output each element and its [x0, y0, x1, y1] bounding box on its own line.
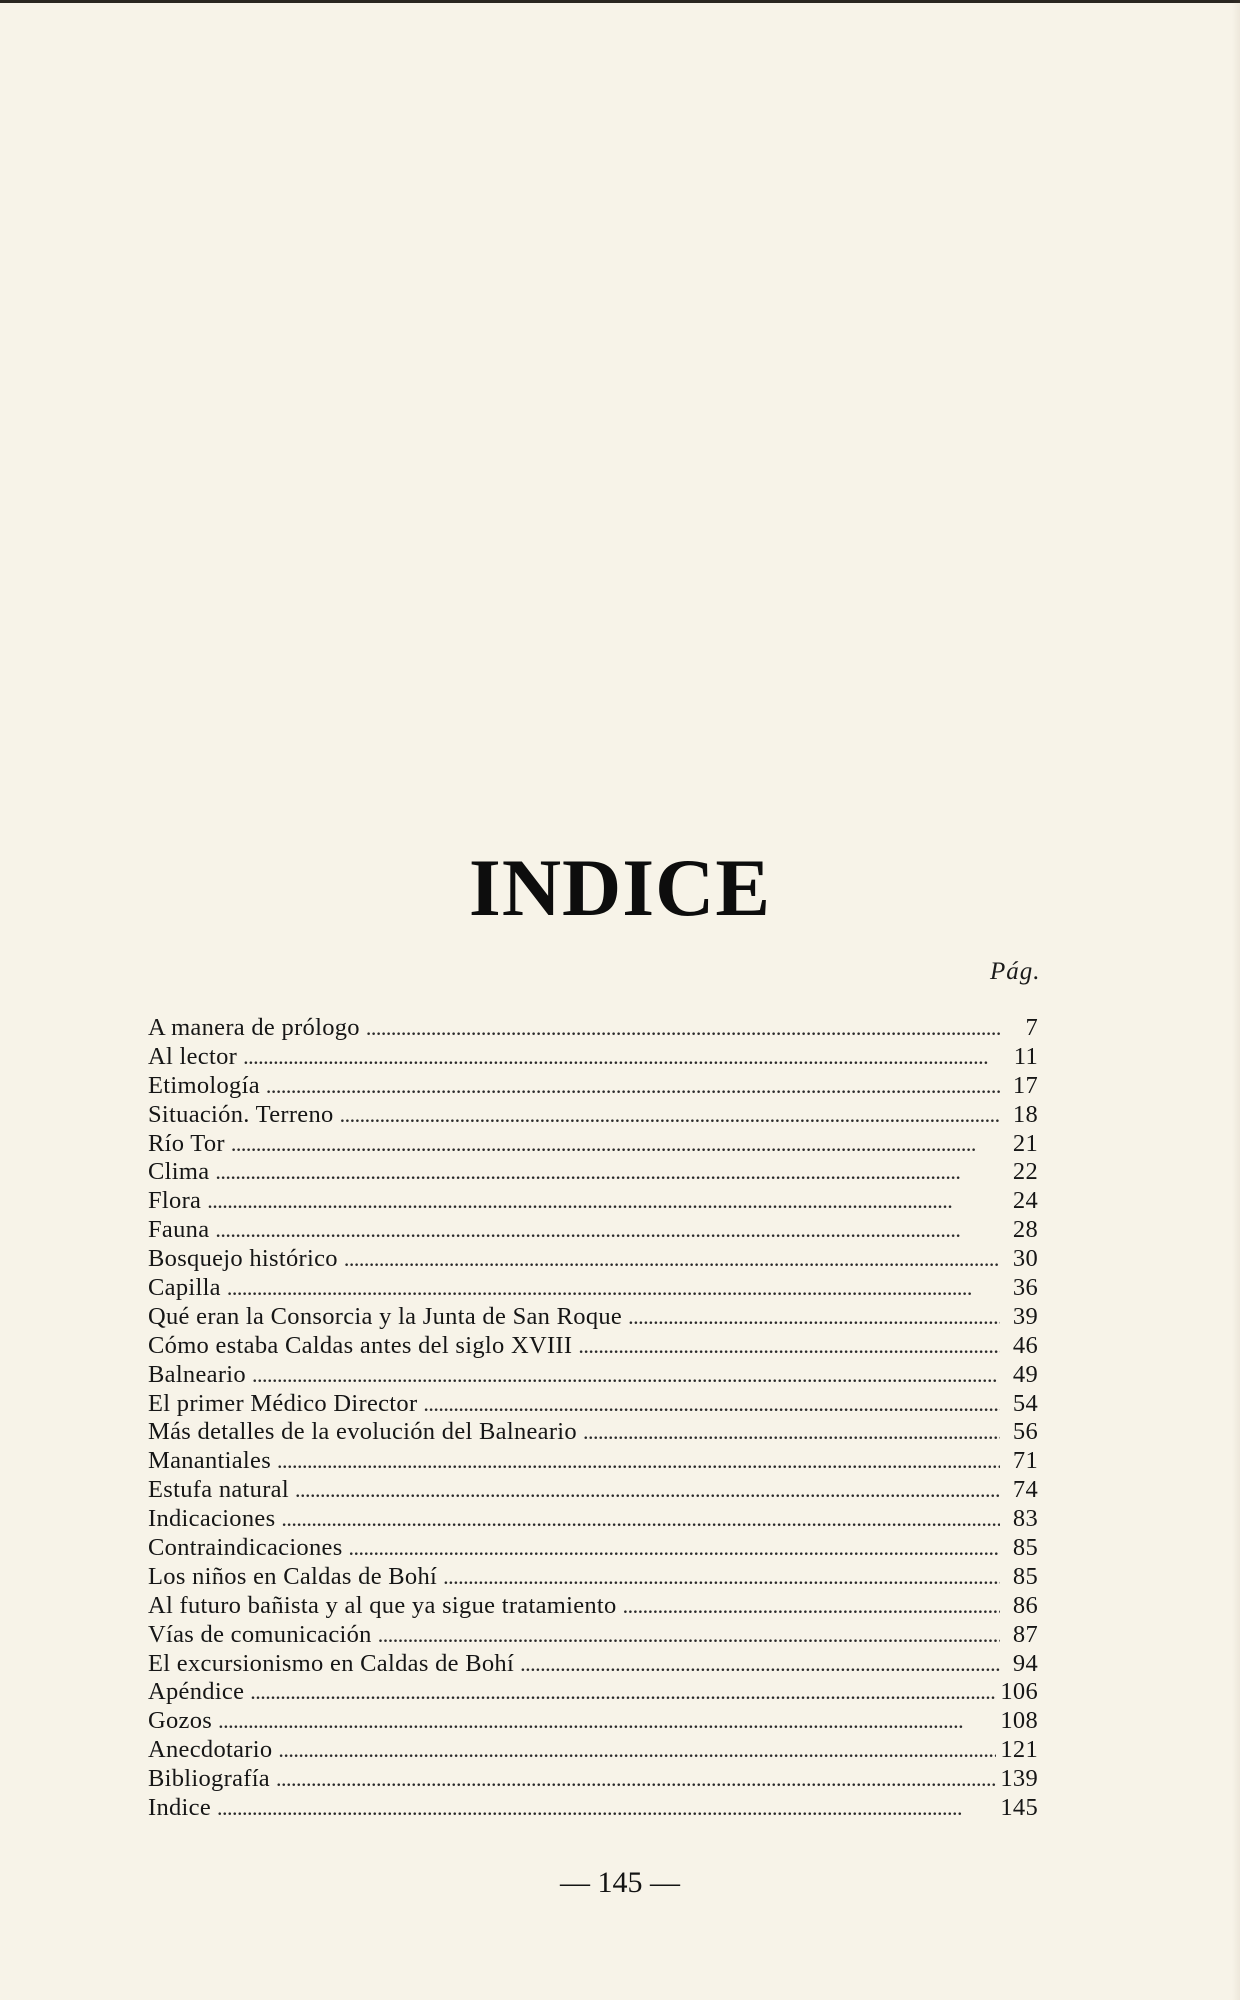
- dot-leader: [250, 1678, 996, 1707]
- scan-right-edge: [1232, 0, 1240, 2000]
- toc-entry-page: 18: [1012, 1100, 1038, 1128]
- toc-entry: [148, 1418, 1038, 1447]
- toc-entry-title: Cómo estaba Caldas antes del siglo XVIII: [148, 1331, 573, 1359]
- dot-leader: [578, 1332, 1000, 1361]
- dot-leader: [215, 1158, 1000, 1187]
- toc-entry-title: El primer Médico Director: [148, 1389, 418, 1417]
- dot-leader: [243, 1043, 1000, 1072]
- toc-entry-page: 28: [1012, 1216, 1038, 1244]
- toc-entry-title: Contraindicaciones: [148, 1534, 343, 1562]
- toc-entry-page: 21: [1012, 1129, 1038, 1157]
- toc-entry-page: 145: [1000, 1794, 1038, 1822]
- dot-leader: [217, 1794, 996, 1823]
- toc-entry-title: Etimología: [148, 1071, 260, 1099]
- page-column-label: Pág.: [990, 958, 1041, 985]
- toc-entry: [148, 1534, 1038, 1563]
- toc-entry-title: Gozos: [148, 1707, 213, 1735]
- toc-entry-title: El excursionismo en Caldas de Bohí: [148, 1649, 515, 1677]
- toc-entry: [148, 1274, 1038, 1303]
- dot-leader: [252, 1361, 1000, 1390]
- toc-entry-title: Qué eran la Consorcia y la Junta de San Roque: [148, 1302, 623, 1330]
- dot-leader: [278, 1736, 996, 1765]
- toc-entry-page: 71: [1012, 1447, 1038, 1475]
- scan-top-edge: [0, 0, 1240, 3]
- toc-entry: [148, 1187, 1038, 1216]
- dot-leader: [423, 1390, 1000, 1419]
- toc-entry-title: Anecdotario: [148, 1736, 273, 1764]
- toc-entry-page: 11: [1013, 1042, 1038, 1070]
- dot-leader: [277, 1447, 1000, 1476]
- toc-entry-title: Fauna: [148, 1216, 210, 1244]
- toc-entry-page: 74: [1012, 1476, 1038, 1504]
- toc-entry-page: 87: [1012, 1620, 1038, 1648]
- toc-entry-title: Balneario: [148, 1360, 246, 1388]
- toc-entry-page: 39: [1012, 1302, 1038, 1330]
- toc-entry-page: 54: [1012, 1389, 1038, 1417]
- toc-entry: [148, 1563, 1038, 1592]
- toc-entry-page: 139: [1000, 1765, 1038, 1793]
- toc-entry-page: 56: [1012, 1418, 1038, 1446]
- toc-entry: [148, 1130, 1038, 1159]
- toc-entry: [148, 1245, 1038, 1274]
- toc-entry: [148, 1447, 1038, 1476]
- toc-entry-page: 86: [1012, 1591, 1038, 1619]
- toc-entry-title: Clima: [148, 1158, 210, 1186]
- dot-leader: [207, 1187, 1000, 1216]
- dot-leader: [231, 1130, 1000, 1159]
- toc-entry-title: Bosquejo histórico: [148, 1245, 338, 1273]
- toc-entry-page: 83: [1012, 1505, 1038, 1533]
- toc-entry-title: Estufa natural: [148, 1476, 289, 1504]
- page-title: INDICE: [468, 841, 772, 933]
- toc-entry: [148, 1390, 1038, 1419]
- dot-leader: [266, 1072, 1000, 1101]
- toc-entry-title: Más detalles de la evolución del Balneario: [148, 1418, 577, 1446]
- toc-entry-page: 22: [1012, 1158, 1038, 1186]
- toc-entry: [148, 1592, 1038, 1621]
- dot-leader: [340, 1101, 1000, 1130]
- toc-entry-title: Río Tor: [148, 1129, 225, 1157]
- page-number: — 145 —: [560, 1866, 680, 1899]
- toc-entry: [148, 1621, 1038, 1650]
- toc-entry: [148, 1678, 1038, 1707]
- toc-entry-title: A manera de prólogo: [148, 1014, 360, 1041]
- toc-entry: [148, 1765, 1038, 1794]
- dot-leader: [623, 1592, 1000, 1621]
- toc-entry-page: 85: [1012, 1562, 1038, 1590]
- dot-leader: [276, 1765, 996, 1794]
- dot-leader: [218, 1707, 996, 1736]
- toc-entry: [148, 1361, 1038, 1390]
- toc-entry-title: Indice: [148, 1794, 212, 1822]
- toc-entry-title: Al futuro bañista y al que ya sigue tratamiento: [148, 1591, 617, 1619]
- toc-entry: [148, 1043, 1038, 1072]
- dot-leader: [344, 1245, 1000, 1274]
- toc-entry: [148, 1794, 1038, 1823]
- dot-leader: [215, 1216, 1000, 1245]
- toc-entry: [148, 1072, 1038, 1101]
- toc-entry-title: Indicaciones: [148, 1505, 276, 1533]
- toc-entry: [148, 1158, 1038, 1187]
- toc-entry: [148, 1736, 1038, 1765]
- dot-leader: [443, 1563, 1000, 1592]
- toc-entry-page: 24: [1012, 1187, 1038, 1215]
- dot-leader: [366, 1014, 1000, 1043]
- dot-leader: [520, 1650, 1000, 1679]
- toc-entry-page: 94: [1012, 1649, 1038, 1677]
- dot-leader: [378, 1621, 1000, 1650]
- table-of-contents: [148, 1014, 1038, 1823]
- toc-entry-page: 108: [1000, 1707, 1038, 1735]
- toc-entry-page: 121: [1000, 1736, 1038, 1764]
- toc-entry: [148, 1476, 1038, 1505]
- toc-entry: [148, 1216, 1038, 1245]
- toc-entry-page: 30: [1012, 1245, 1038, 1273]
- toc-entry-title: Bibliografía: [148, 1765, 270, 1793]
- dot-leader: [628, 1303, 1000, 1332]
- toc-entry: [148, 1650, 1038, 1679]
- toc-entry-title: Situación. Terreno: [148, 1100, 334, 1128]
- toc-entry-page: 49: [1012, 1360, 1038, 1388]
- toc-entry-page: 85: [1012, 1534, 1038, 1562]
- toc-entry: [148, 1332, 1038, 1361]
- toc-entry-title: Flora: [148, 1187, 202, 1215]
- toc-entry: [148, 1303, 1038, 1332]
- toc-entry-title: Apéndice: [148, 1678, 245, 1706]
- dot-leader: [583, 1418, 1000, 1447]
- dot-leader: [281, 1505, 1000, 1534]
- toc-entry-page: 46: [1012, 1331, 1038, 1359]
- toc-entry: [148, 1707, 1038, 1736]
- toc-entry: [148, 1101, 1038, 1130]
- toc-entry: [148, 1505, 1038, 1534]
- toc-entry-title: Manantiales: [148, 1447, 272, 1475]
- toc-entry-title: Capilla: [148, 1274, 221, 1302]
- toc-entry-page: 7: [1025, 1014, 1038, 1041]
- dot-leader: [295, 1476, 1000, 1505]
- toc-entry-page: 17: [1012, 1071, 1038, 1099]
- toc-entry-title: Vías de comunicación: [148, 1620, 372, 1648]
- toc-entry: [148, 1014, 1038, 1043]
- toc-entry-page: 106: [1000, 1678, 1038, 1706]
- dot-leader: [227, 1274, 1000, 1303]
- toc-entry-title: Al lector: [148, 1042, 238, 1070]
- toc-entry-page: 36: [1012, 1274, 1038, 1302]
- dot-leader: [349, 1534, 1000, 1563]
- toc-entry-title: Los niños en Caldas de Bohí: [148, 1562, 438, 1590]
